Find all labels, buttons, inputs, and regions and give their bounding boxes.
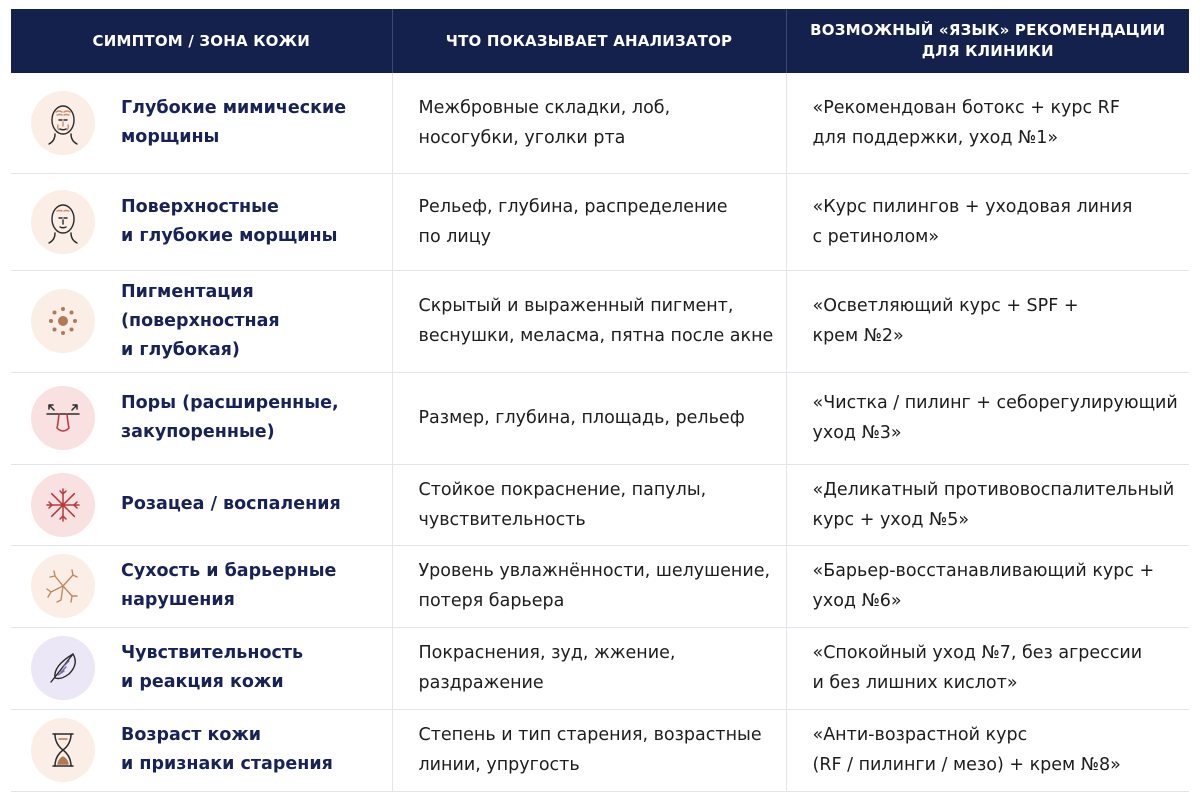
hourglass-icon <box>31 718 95 782</box>
symptom-cell <box>11 173 392 270</box>
analyzer-cell: Стойкое покраснение, папулы, чувствительность <box>392 464 786 545</box>
header-symptom: СИМПТОМ / ЗОНА КОЖИ <box>11 9 392 73</box>
symptom-name: Глубокие мимические морщины <box>121 97 347 147</box>
analyzer-cell: Скрытый и выраженный пигмент, веснушки, меласма, пятна после акне <box>392 270 786 372</box>
analyzer-cell: Размер, глубина, площадь, рельеф <box>392 372 786 464</box>
table-row <box>11 627 1189 709</box>
face-wrinkles-icon <box>31 91 95 155</box>
symptom-cell <box>11 372 392 464</box>
pore-icon <box>31 386 95 450</box>
analyzer-cell: Покраснения, зуд, жжение, раздражение <box>392 627 786 709</box>
symptom-cell <box>11 709 392 791</box>
symptom-name: Поверхностные и глубокие морщины <box>121 196 338 246</box>
analyzer-cell: Межбровные складки, лоб, носогубки, уголки рта <box>392 73 786 173</box>
table-row <box>11 372 1189 464</box>
recommendation-cell: «Спокойный уход №7, без агрессии и без лишних кислот» <box>786 627 1189 709</box>
symptom-cell <box>11 627 392 709</box>
skin-symptom-table <box>11 9 1189 792</box>
recommendation-cell: «Курс пилингов + уходовая линия с ретинолом» <box>786 173 1189 270</box>
table-row <box>11 545 1189 627</box>
symptom-name: Поры (расширенные, закупоренные) <box>121 393 339 442</box>
table-row <box>11 709 1189 791</box>
symptom-name: Чувствительность и реакция кожи <box>121 643 304 692</box>
table-row <box>11 73 1189 173</box>
analyzer-cell: Рельеф, глубина, распределение по лицу <box>392 173 786 270</box>
symptom-cell <box>11 545 392 627</box>
symptom-cell <box>11 73 392 173</box>
symptom-cell <box>11 270 392 372</box>
recommendation-cell: «Анти-возрастной курс (RF / пилинги / мезо) + крем №8» <box>786 709 1189 791</box>
recommendation-cell: «Осветляющий курс + SPF + крем №2» <box>786 270 1189 372</box>
cracked-skin-icon <box>31 554 95 618</box>
analyzer-cell: Степень и тип старения, возрастные линии, упругость <box>392 709 786 791</box>
symptom-name: Возраст кожи и признаки старения <box>121 725 333 774</box>
recommendation-cell: «Рекомендован ботокс + курс RF для поддержки, уход №1» <box>786 73 1189 173</box>
recommendation-cell: «Деликатный противовоспалительный курс + уход №5» <box>786 464 1189 545</box>
table-row <box>11 173 1189 270</box>
table-header <box>11 9 1189 73</box>
pigment-dots-icon <box>31 289 95 353</box>
recommendation-cell: «Барьер-восстанавливающий курс + уход №6» <box>786 545 1189 627</box>
analyzer-cell: Уровень увлажнённости, шелушение, потеря барьера <box>392 545 786 627</box>
symptom-name: Розацеа / воспаления <box>121 494 341 514</box>
symptom-name: Сухость и барьерные нарушения <box>121 561 337 610</box>
recommendation-cell: «Чистка / пилинг + себорегулирующий уход №3» <box>786 372 1189 464</box>
face-outline-icon <box>31 190 95 254</box>
redness-burst-icon <box>31 473 95 537</box>
header-recommendation-line-1: ВОЗМОЖНЫЙ «ЯЗЫК» РЕКОМЕНДАЦИИ <box>810 21 1166 39</box>
table-row <box>11 270 1189 372</box>
header-recommendation-line-2: ДЛЯ КЛИНИКИ <box>921 42 1054 60</box>
header-analyzer: ЧТО ПОКАЗЫВАЕТ АНАЛИЗАТОР <box>392 9 786 73</box>
symptom-cell <box>11 464 392 545</box>
feather-icon <box>31 636 95 700</box>
comparison-table-container <box>11 9 1189 790</box>
table-row <box>11 464 1189 545</box>
header-recommendation <box>786 9 1189 73</box>
symptom-name: Пигментация (поверхностная и глубокая) <box>121 281 280 360</box>
